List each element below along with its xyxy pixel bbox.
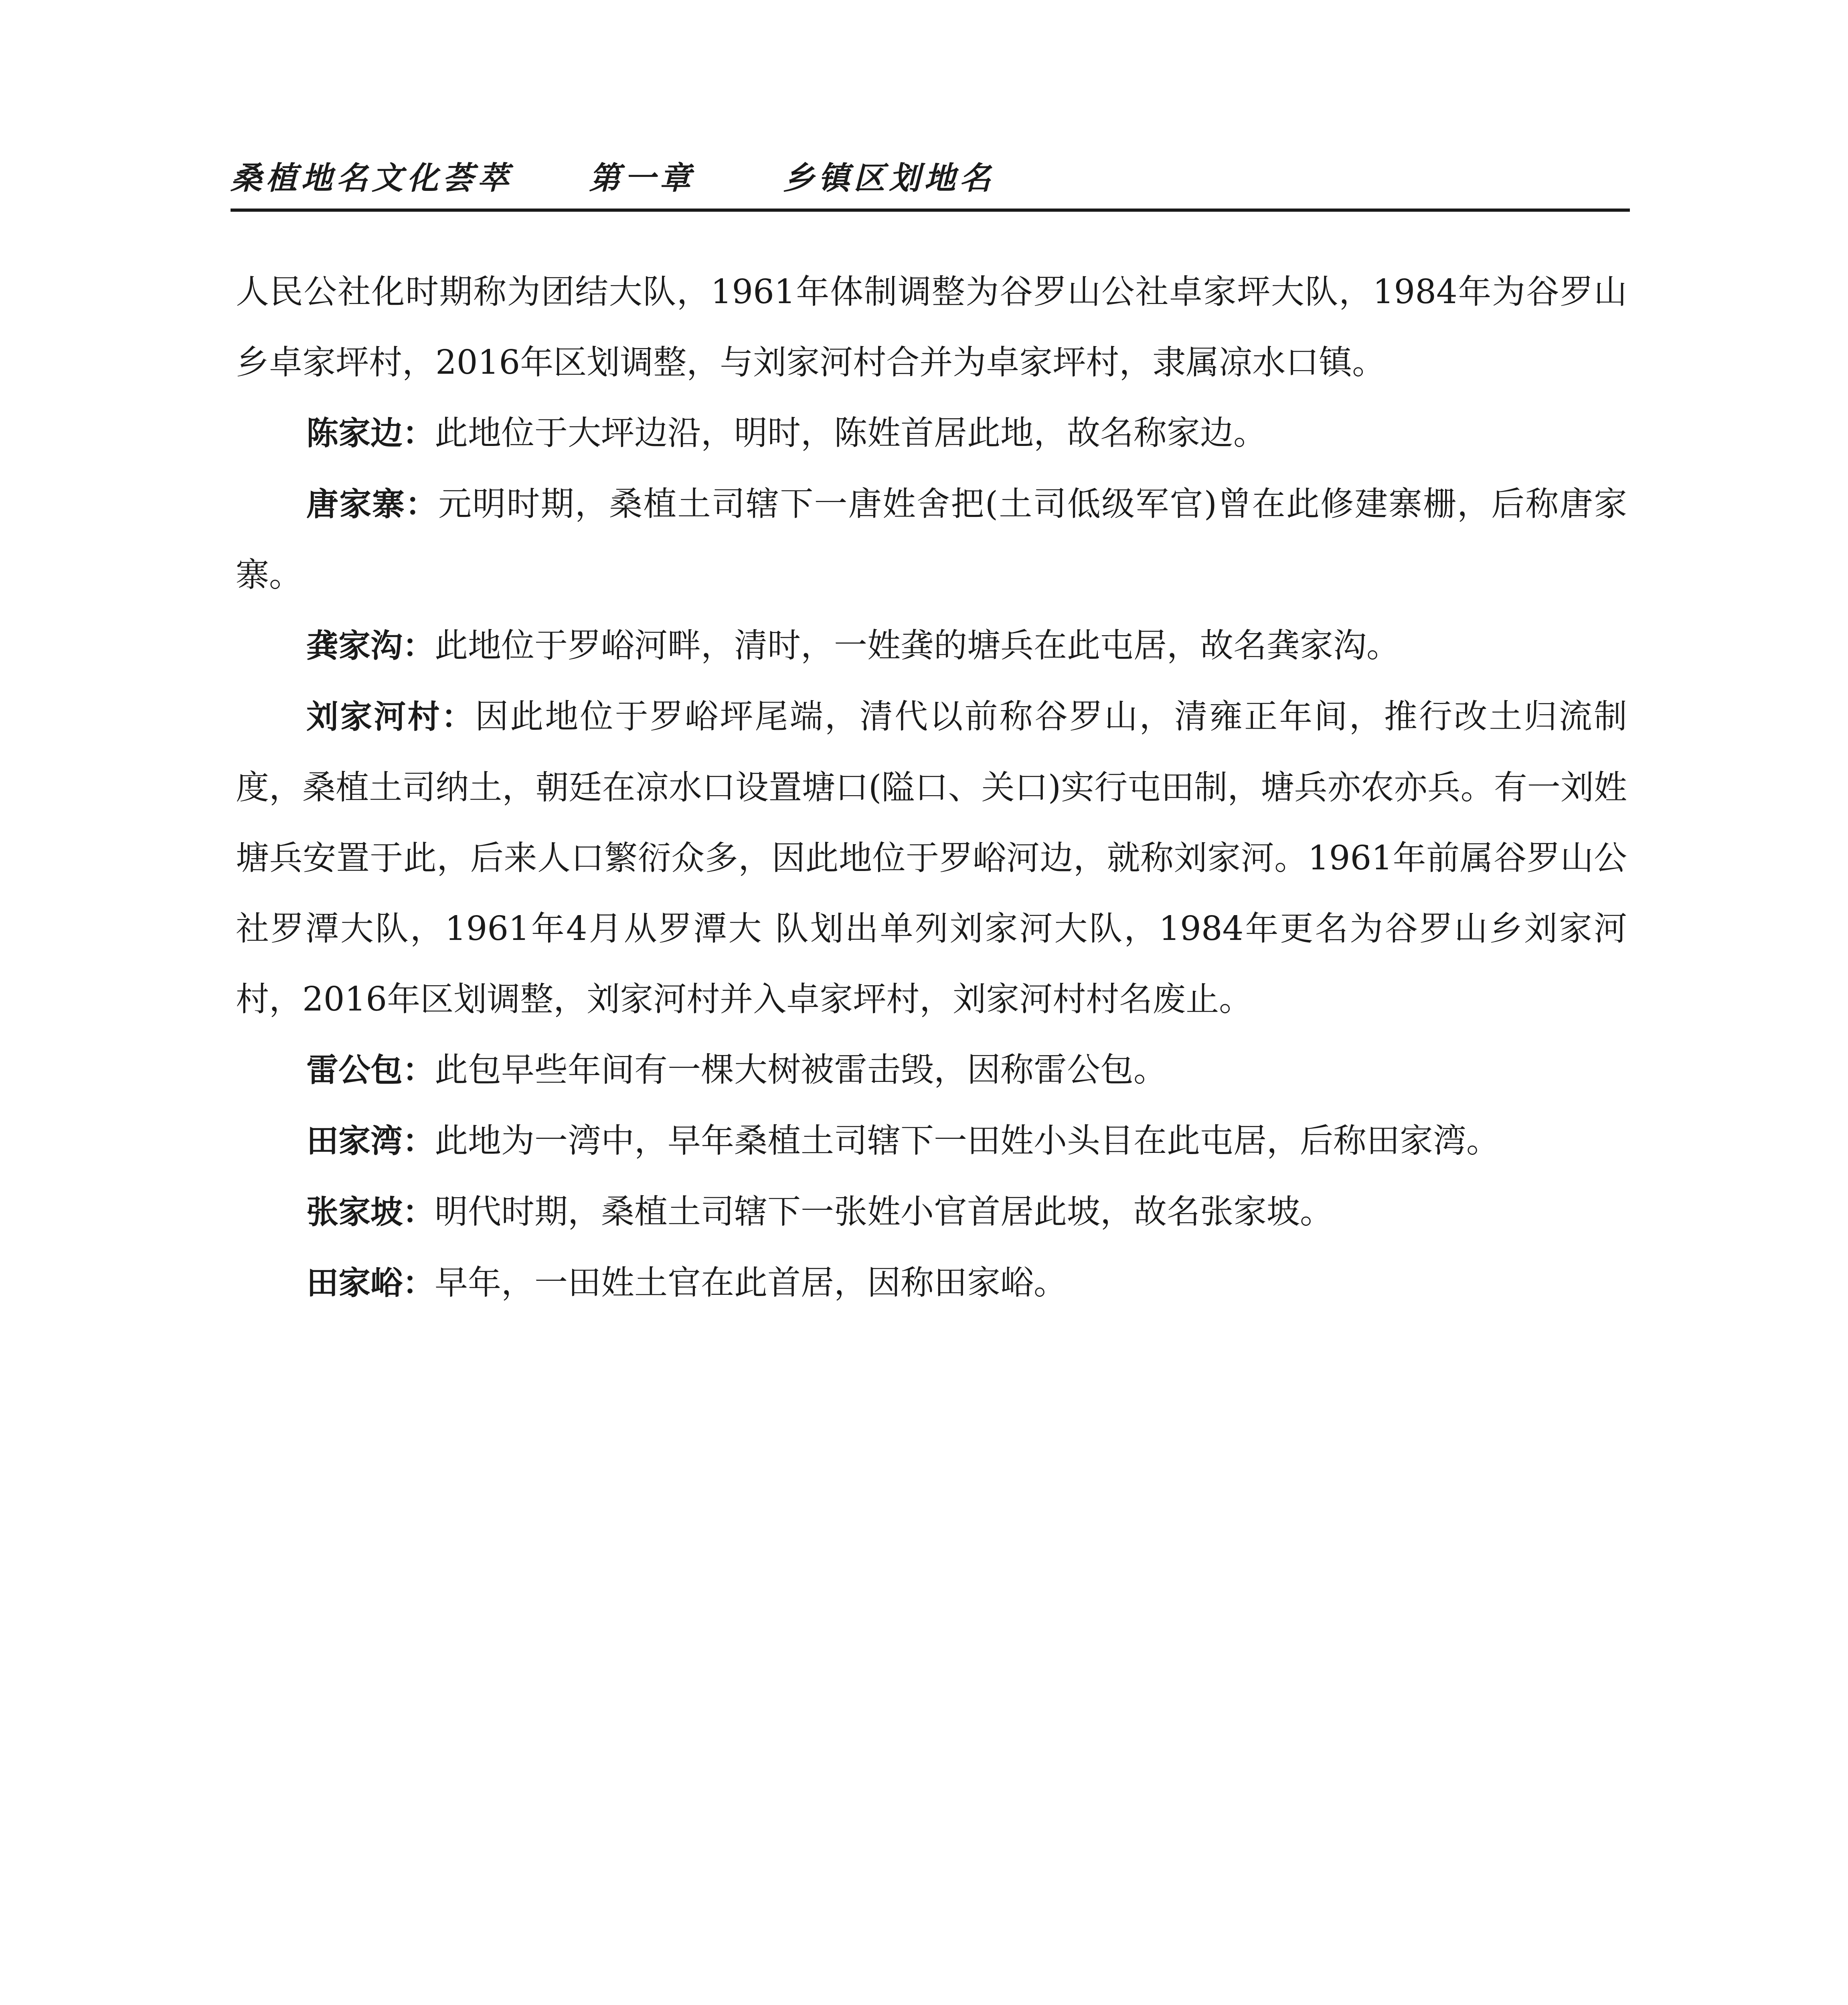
entry-text: 早年，一田姓土官在此首居，因称田家峪。 xyxy=(435,1263,1067,1302)
entry-gongjiagou xyxy=(236,610,1627,681)
header-book-title: 桑植地名文化荟萃 xyxy=(231,160,513,196)
intro-paragraph: 人民公社化时期称为团结大队，1961年体制调整为谷罗山公社卓家坪大队，1984年为谷罗山乡卓家坪村，2016年区划调整，与刘家河村合并为卓家坪村，隶属凉水口镇。 xyxy=(236,272,1627,382)
entry-text: 此地位于大坪边沿，明时，陈姓首居此地，故名称家边。 xyxy=(435,413,1267,452)
entry-term: 田家峪： xyxy=(306,1264,435,1302)
entry-tangjiazhai xyxy=(236,469,1627,610)
entry-term: 田家湾： xyxy=(306,1122,435,1160)
entry-text: 元明时期，桑植土司辖下一唐姓舍把(土司低级军官)曾在此修建寨栅，后称唐家寨。 xyxy=(236,484,1627,594)
entry-tianjiawan xyxy=(236,1106,1627,1177)
entry-text: 此地为一湾中，早年桑植土司辖下一田姓小头目在此屯居，后称田家湾。 xyxy=(435,1121,1500,1160)
entry-term: 刘家河村： xyxy=(306,698,475,735)
entry-tianjiayu xyxy=(236,1248,1627,1318)
entry-term: 龚家沟： xyxy=(306,627,435,664)
entry-text: 此地位于罗峪河畔，清时，一姓龚的塘兵在此屯居，故名龚家沟。 xyxy=(435,626,1400,665)
entry-term: 陈家边： xyxy=(306,415,435,452)
entry-text: 明代时期，桑植土司辖下一张姓小官首居此坡，故名张家坡。 xyxy=(435,1192,1333,1231)
entry-liujiahecun xyxy=(236,681,1627,1035)
header-section: 乡镇区划地名 xyxy=(783,160,995,196)
entry-term: 唐家寨： xyxy=(306,486,438,523)
header-chapter: 第一章 xyxy=(589,160,695,196)
entry-term: 张家坡： xyxy=(306,1193,435,1231)
entry-text: 此包早些年间有一棵大树被雷击毁，因称雷公包。 xyxy=(435,1050,1167,1089)
page-body xyxy=(236,257,1627,1318)
entry-text: 因此地位于罗峪坪尾端，清代以前称谷罗山，清雍正年间，推行改土归流制度，桑植土司纳土，朝廷在凉水口设置塘口(隘口、关口)实行屯田制，塘兵亦农亦兵。有一刘姓塘兵安置于此，后来人口繁衍众多，因此地位于罗峪河边，就称刘家河。1961年前属谷罗山公社罗潭大队，1961年4月从罗潭大 队划出单列刘家河大队，1984年更名为谷罗山乡刘家河村，2016年区划调整，刘家河村并入卓家坪村，刘家河村村名废止。 xyxy=(236,697,1627,1019)
header-text xyxy=(231,153,995,198)
entry-chenjiabian xyxy=(236,398,1627,469)
entry-term: 雷公包： xyxy=(306,1051,435,1089)
entry-zhangjiapo xyxy=(236,1177,1627,1248)
running-header xyxy=(231,148,1630,212)
entry-leigongbao xyxy=(236,1035,1627,1106)
